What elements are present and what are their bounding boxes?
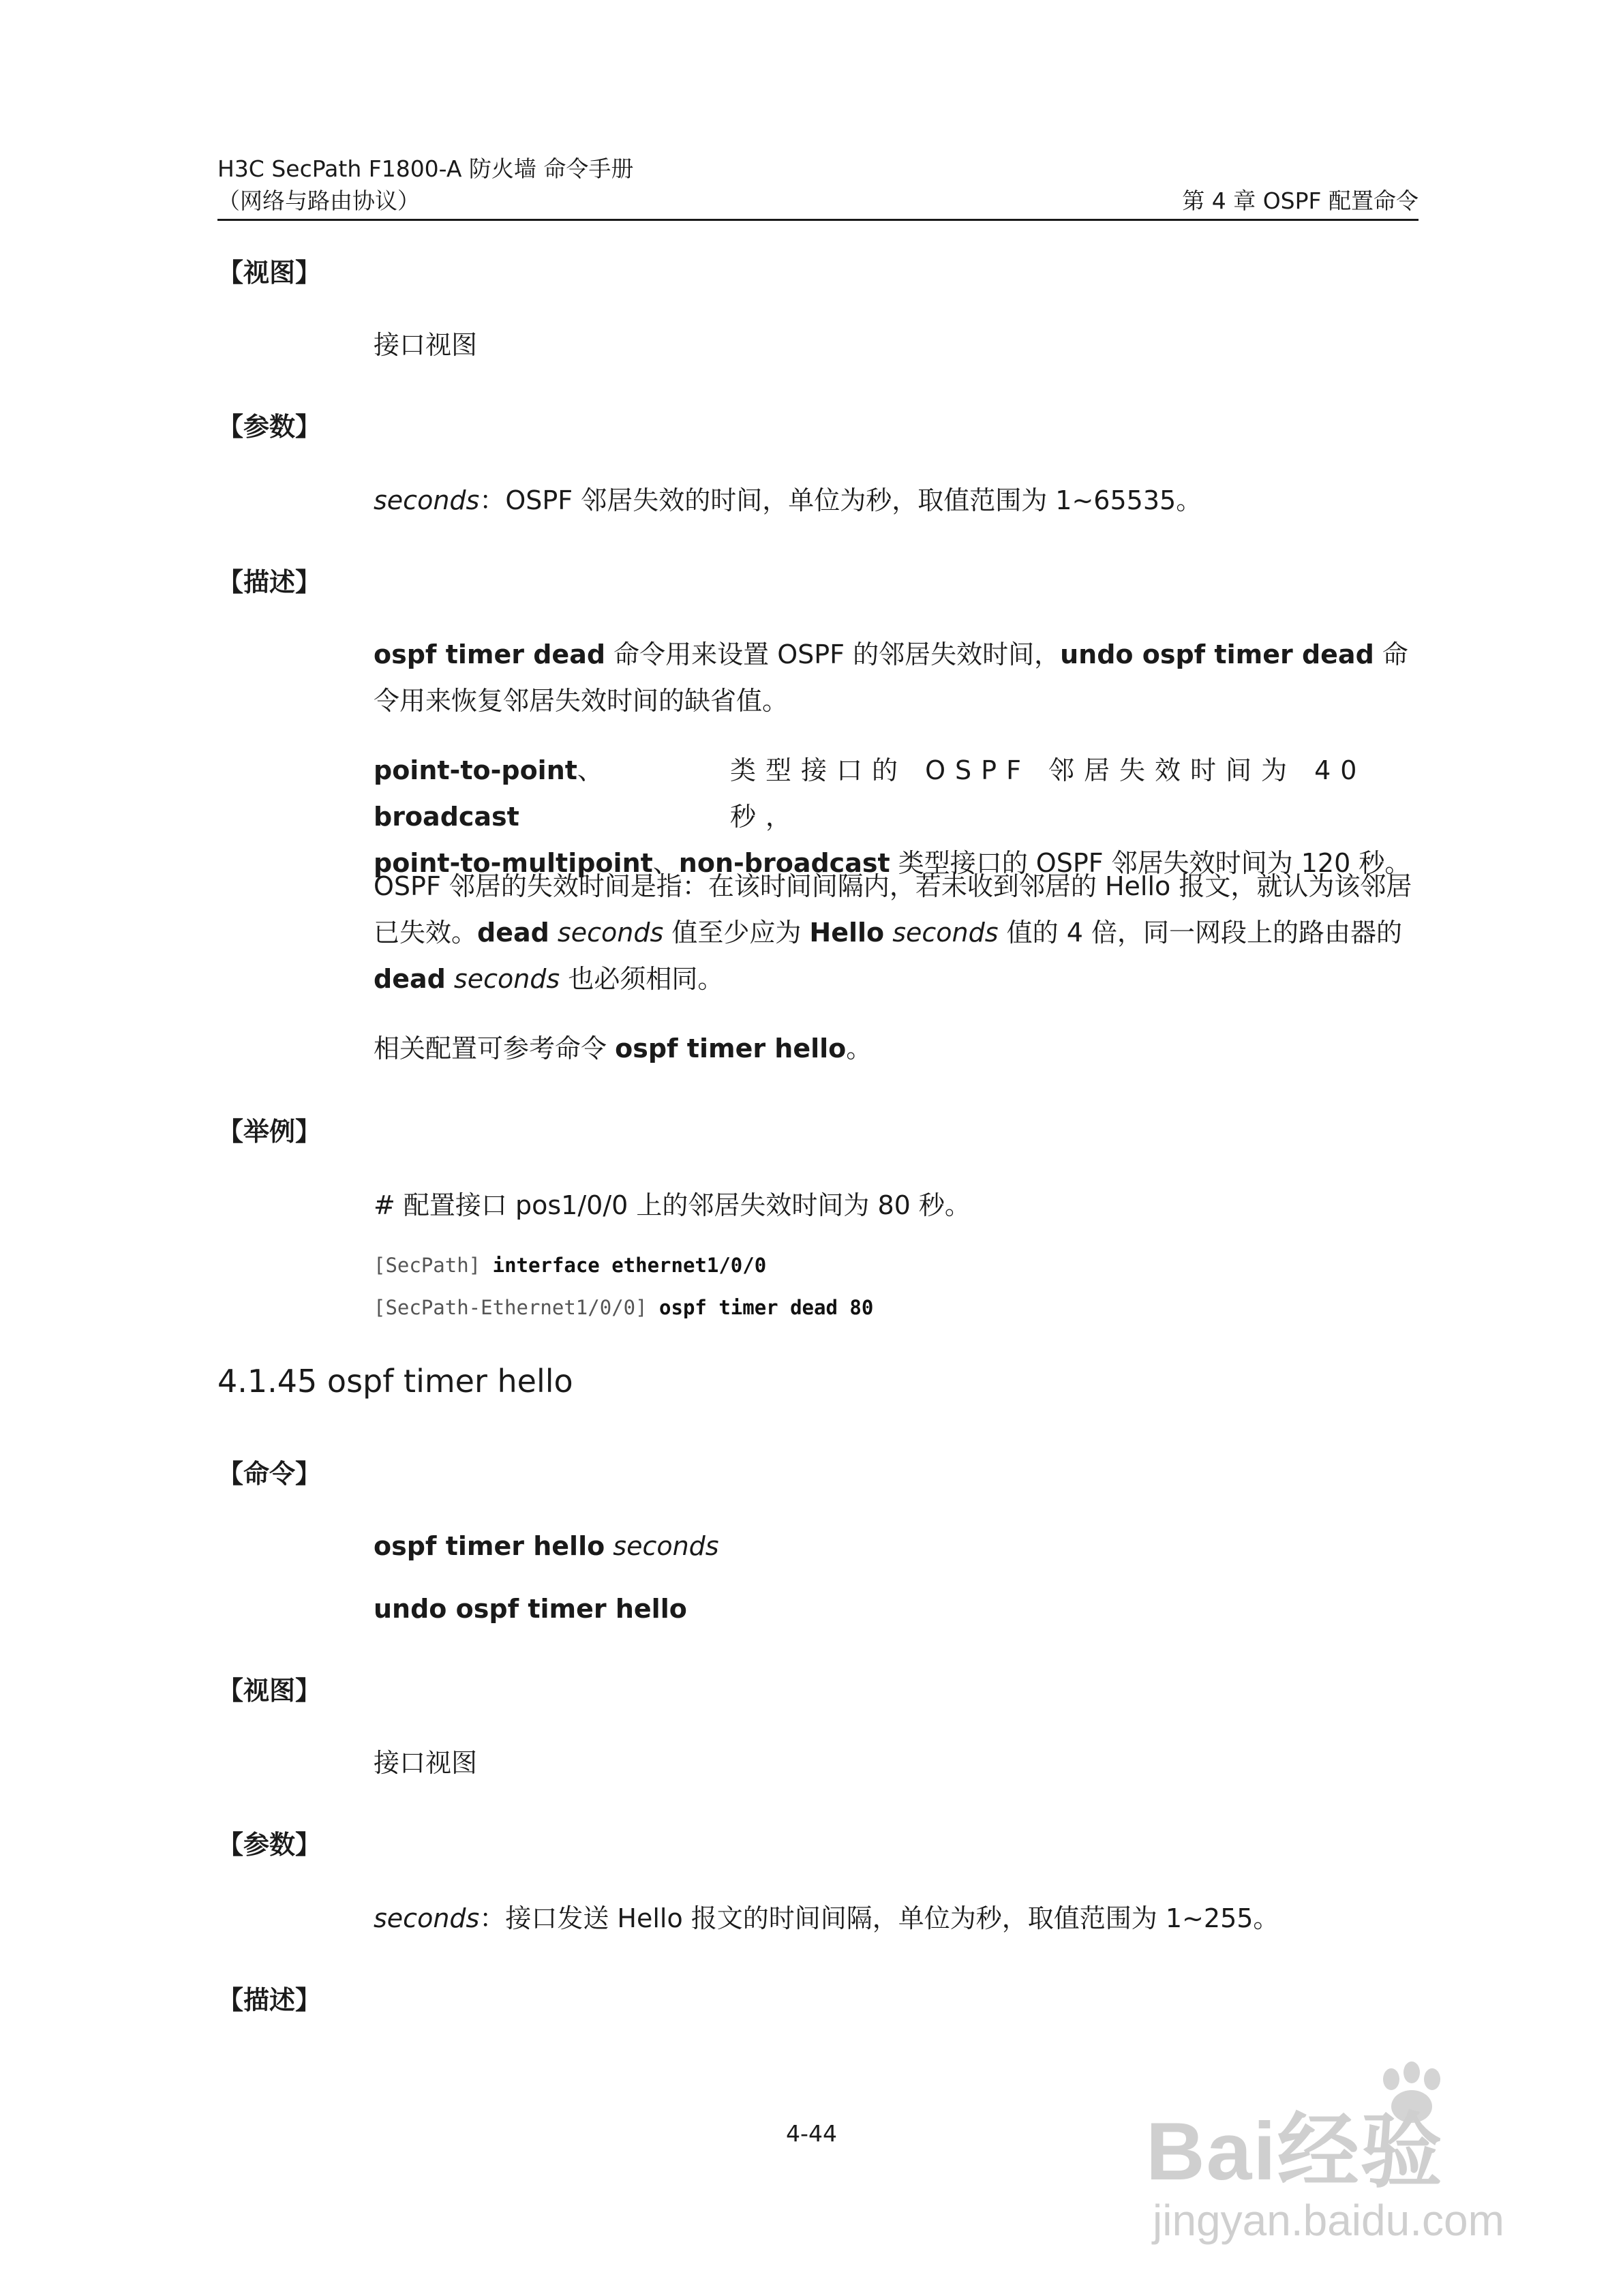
section-label-view: 【视图】: [217, 1676, 322, 1706]
watermark-brand: Bai经验: [1146, 2106, 1444, 2197]
separator: 、: [577, 755, 603, 785]
param-name: seconds: [374, 1903, 480, 1933]
text: 值至少应为: [663, 918, 810, 948]
param-description: [374, 477, 1419, 524]
section-label-view: 【视图】: [217, 258, 322, 288]
keyword: dead: [477, 918, 549, 948]
text: 也必须相同。: [560, 964, 724, 994]
command: undo ospf timer hello: [374, 1594, 687, 1624]
text: 类型接口的 OSPF 邻居失效时间为 120 秒。: [890, 848, 1411, 878]
section-label-params: 【参数】: [217, 412, 322, 442]
description-paragraph-4: [374, 1025, 1419, 1072]
header-rule: [217, 219, 1419, 221]
watermark-url: jingyan.baidu.com: [1153, 2196, 1504, 2245]
param-text: ：接口发送 Hello 报文的时间间隔，单位为秒，取值范围为 1~255。: [479, 1903, 1279, 1933]
param: seconds: [549, 918, 664, 948]
text: 值的 4 倍，同一网段上的路由器的: [998, 918, 1402, 948]
header-title: H3C SecPath F1800-A 防火墙 命令手册: [217, 155, 634, 182]
param-text: ：OSPF 邻居失效的时间，单位为秒，取值范围为 1~65535。: [479, 485, 1202, 515]
example-text: # 配置接口 pos1/0/0 上的邻居失效时间为 80 秒。: [374, 1190, 971, 1220]
section-label-command: 【命令】: [217, 1459, 322, 1489]
param-description: [374, 1895, 1419, 1942]
section-label-example: 【举例】: [217, 1117, 322, 1147]
header-subtitle: （网络与路由协议）: [217, 187, 420, 214]
section-label-params: 【参数】: [217, 1830, 322, 1860]
view-text: 接口视图: [374, 330, 478, 360]
text: 命令用来恢复邻居失效时间的缺省值。: [374, 639, 1408, 716]
param: seconds: [605, 1531, 719, 1561]
keyword: dead: [374, 964, 446, 994]
text: 命令用来设置 OSPF 的邻居失效时间，: [605, 639, 1061, 669]
text: 相关配置可参考命令: [374, 1033, 616, 1063]
param: seconds: [884, 918, 999, 948]
baidu-watermark: [1146, 2059, 1528, 2256]
keyword: point-to-point: [374, 755, 577, 785]
description-paragraph-3: [374, 863, 1419, 1002]
section-heading: 4.1.45 ospf timer hello: [217, 1363, 573, 1400]
command-syntax-2: [374, 1586, 1419, 1632]
separator: 、: [652, 848, 679, 878]
text: OSPF 邻居的失效时间是指：在该时间间隔内，若未收到邻居的 Hello 报文，就认为该邻居已失效。: [374, 871, 1412, 948]
prompt: [SecPath]: [374, 1254, 493, 1277]
command: interface ethernet1/0/0: [492, 1254, 767, 1277]
param-name: seconds: [374, 485, 480, 515]
keyword: non-broadcast: [678, 848, 890, 878]
command-keyword: undo ospf timer dead: [1060, 639, 1374, 669]
text: 类型接口的 OSPF 邻居失效时间为 40 秒，: [730, 755, 1367, 832]
keyword: Hello: [809, 918, 885, 948]
keyword: ospf timer hello: [615, 1033, 847, 1063]
section-label-description: 【描述】: [217, 567, 322, 597]
command-syntax-1: [374, 1523, 1419, 1569]
command: ospf timer hello: [374, 1531, 605, 1561]
header-chapter: 第 4 章 OSPF 配置命令: [1182, 187, 1419, 214]
view-text: 接口视图: [374, 1748, 478, 1778]
keyword: broadcast: [374, 802, 519, 832]
keyword: point-to-multipoint: [374, 848, 653, 878]
code-line-2: [374, 1294, 873, 1321]
prompt: [SecPath-Ethernet1/0/0]: [374, 1296, 660, 1319]
description-paragraph-1: [374, 631, 1419, 724]
text: 。: [846, 1033, 873, 1063]
code-line-1: [374, 1252, 766, 1279]
param: seconds: [445, 964, 560, 994]
command-keyword: ospf timer dead: [374, 639, 606, 669]
command: ospf timer dead 80: [659, 1296, 874, 1319]
page-number: 4-44: [786, 2120, 837, 2147]
section-label-description: 【描述】: [217, 1985, 322, 2015]
